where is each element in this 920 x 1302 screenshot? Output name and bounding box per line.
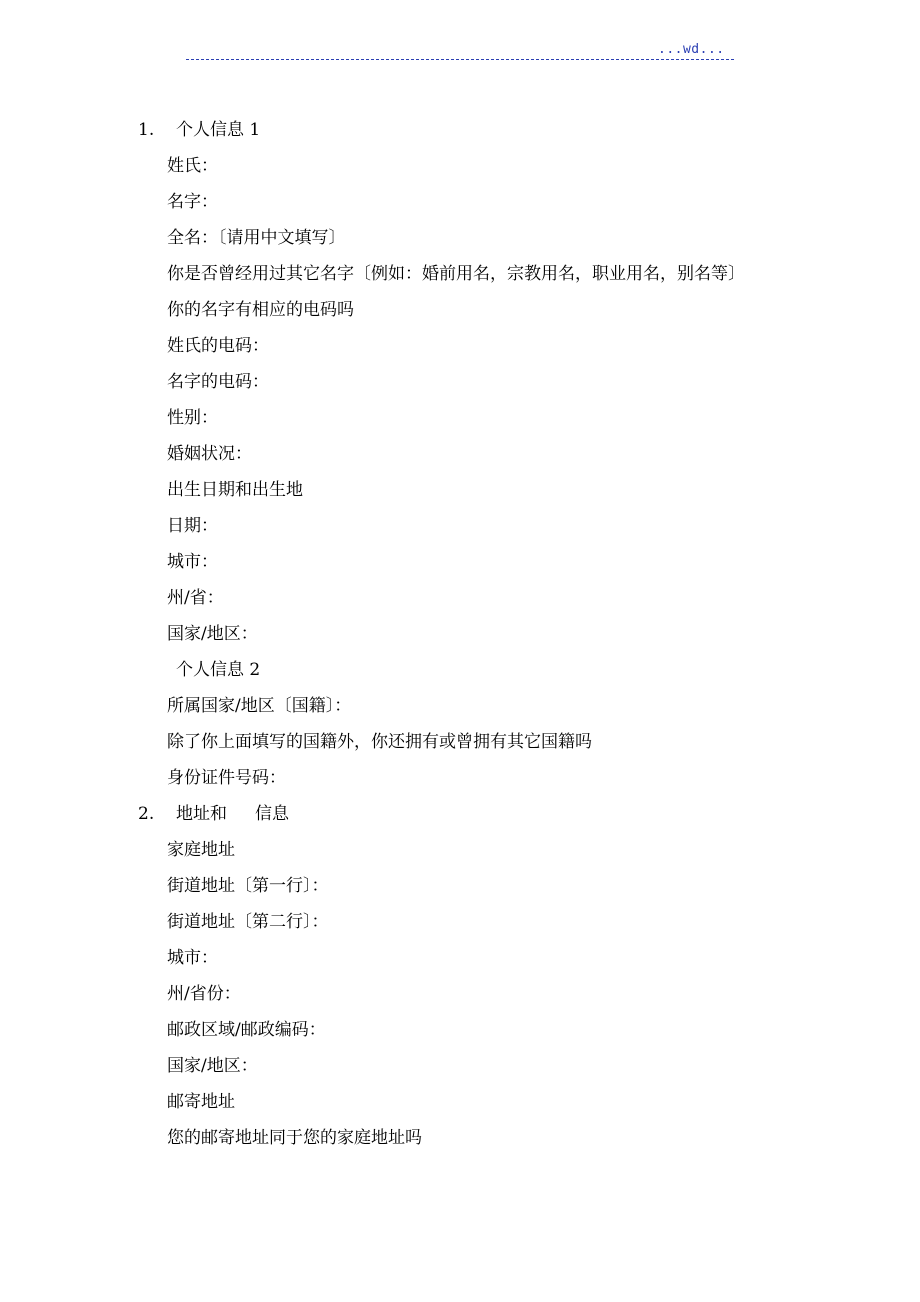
field-other-names: 你是否曾经用过其它名字〔例如：婚前用名，宗教用名，职业用名，别名等〕 (167, 264, 745, 284)
field-birth-state: 州/省： (167, 588, 224, 608)
section-2-title-part1: 地址和 (176, 804, 227, 824)
field-birth-city: 城市： (167, 552, 218, 572)
field-sex: 性别： (167, 408, 218, 428)
field-home-address: 家庭地址 (167, 840, 235, 860)
field-birth-date-place: 出生日期和出生地 (167, 480, 303, 500)
field-nationality: 所属国家/地区〔国籍〕： (167, 696, 352, 716)
field-city: 城市： (167, 948, 218, 968)
header-divider (186, 59, 734, 60)
field-marital-status: 婚姻状况： (167, 444, 252, 464)
field-birth-country: 国家/地区： (167, 624, 258, 644)
field-country: 国家/地区： (167, 1056, 258, 1076)
section-1-number: 1. (138, 120, 155, 140)
header-mark: ...wd... (658, 42, 725, 57)
field-given-name: 名字： (167, 192, 218, 212)
section-2-number: 2. (138, 804, 155, 824)
field-mailing-same-as-home: 您的邮寄地址同于您的家庭地址吗 (167, 1128, 422, 1148)
section-2-title (176, 796, 289, 832)
field-state-province: 州/省份： (167, 984, 241, 1004)
field-street-line-1: 街道地址〔第一行〕： (167, 876, 329, 896)
section-1-subtitle: 个人信息 2 (176, 660, 261, 680)
field-full-name: 全名：〔请用中文填写〕 (167, 228, 346, 248)
field-other-nationality: 除了你上面填写的国籍外，你还拥有或曾拥有其它国籍吗 (167, 732, 592, 752)
field-mailing-address: 邮寄地址 (167, 1092, 235, 1112)
field-id-number: 身份证件号码： (167, 768, 286, 788)
section-1-title: 个人信息 1 (176, 120, 261, 140)
field-street-line-2: 街道地址〔第二行〕： (167, 912, 329, 932)
field-surname-telecode: 姓氏的电码： (167, 336, 269, 356)
field-postal-code: 邮政区域/邮政编码： (167, 1020, 326, 1040)
field-given-name-telecode: 名字的电码： (167, 372, 269, 392)
field-birth-date: 日期： (167, 516, 218, 536)
field-surname: 姓氏： (167, 156, 218, 176)
section-2-title-part2: 信息 (255, 804, 289, 824)
field-name-telecode: 你的名字有相应的电码吗 (167, 300, 354, 320)
